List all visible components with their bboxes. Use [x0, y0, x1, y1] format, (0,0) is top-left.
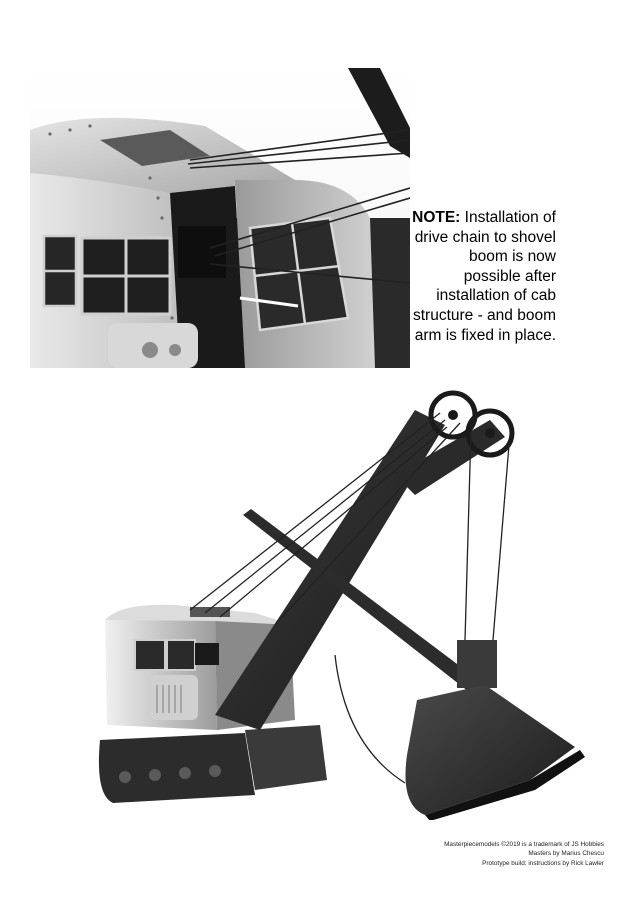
credits-line-masters: Masters by Marius Chescu [528, 850, 604, 858]
note-label: NOTE: [412, 209, 461, 226]
credits-line-trademark: Masterpiecemodels ©2019 is a trademark of JS Hobbies [444, 841, 604, 848]
cab-closeup-photo [30, 68, 410, 368]
installation-note [410, 208, 556, 345]
credits-block [324, 840, 604, 868]
shovel-model-photo [95, 385, 585, 820]
credits-line-prototype: Prototype build; instructions by Rick Lawler [482, 859, 604, 867]
note-text: Installation of drive chain to shovel boom is now possible after installation of cab structure - and boom arm is fixed in place. [412, 209, 556, 344]
